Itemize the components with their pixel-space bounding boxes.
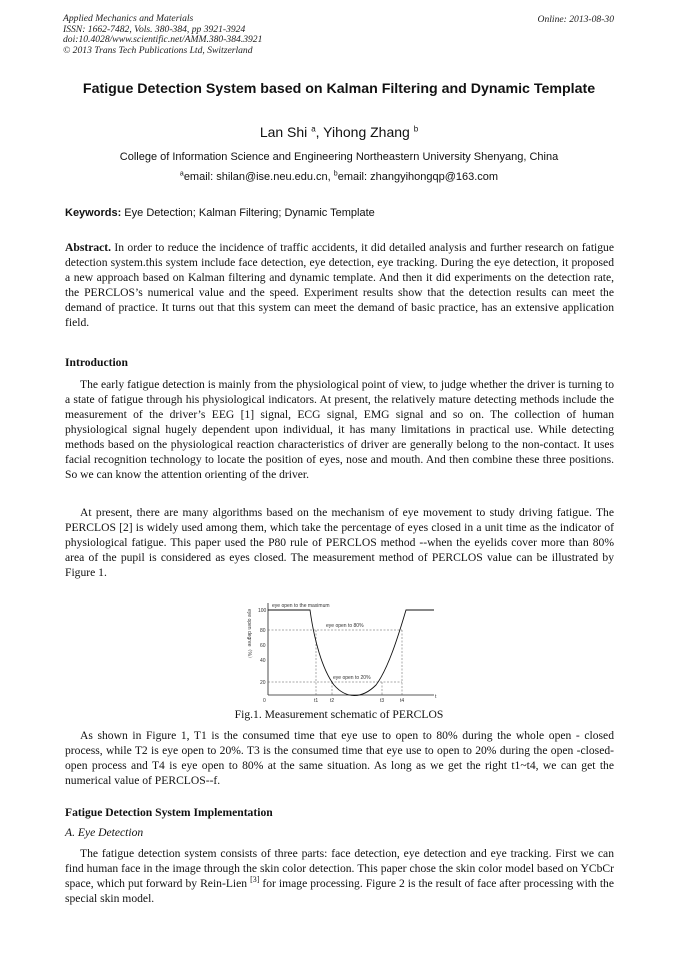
citation-ref: [3] [250, 875, 260, 885]
keywords-text: Eye Detection; Kalman Filtering; Dynamic Template [121, 207, 375, 219]
y-tick-40: 40 [260, 658, 266, 664]
implementation-paragraph-1 [65, 846, 614, 906]
online-date: Online: 2013-08-30 [537, 14, 614, 25]
y-tick-20: 20 [260, 680, 266, 686]
figure-1-perclos-plot [236, 599, 441, 705]
abstract-text: In order to reduce the incidence of traffic accidents, it did detailed analysis and further research on fatigue detection system.this system include face detection, eye detection, eye tracking. During the eye detection, it proposed a new approach based on Kalman filtering and dynamic template. And then it did experiments on the detection rate, the PERCLOS’s numerical value and the speed. Experiment results show that the detection results can meet the demand of practice. It turns out that this system can meet the demand of basic practice, has an extensive application field. [65, 241, 614, 329]
author-affil-mark: b [413, 124, 419, 134]
impl-text-part2: for image processing. Figure 2 is the result of face after processing with the special skin model. [65, 877, 614, 905]
x-axis-label: t [435, 694, 437, 700]
x-tick-t4: t4 [400, 698, 405, 704]
journal-header [63, 14, 262, 56]
journal-name: Applied Mechanics and Materials [63, 13, 194, 24]
x-tick-t3: t3 [380, 698, 385, 704]
annotation-max: eye open to the maximum [272, 603, 330, 609]
email-mark: a [179, 170, 184, 178]
y-tick-100: 100 [258, 608, 267, 614]
author-affil-mark: a [311, 124, 316, 134]
keywords [65, 207, 375, 219]
email-line [0, 171, 678, 183]
subsection-heading-eye-detection: A. Eye Detection [65, 826, 144, 839]
doi-line: doi:10.4028/www.scientific.net/AMM.380-384.3921 [63, 34, 263, 46]
section-heading-implementation: Fatigue Detection System Implementation [65, 806, 273, 819]
annotation-80: eye open to 80% [326, 623, 364, 629]
email-b: email: zhangyihongqp@163.com [337, 171, 499, 183]
author-line [0, 124, 678, 140]
y-axis-label: eye open degree（%） [246, 609, 252, 661]
email-a: email: shilan@ise.neu.edu.cn, [183, 171, 334, 183]
intro-paragraph-2: At present, there are many algorithms based on the mechanism of eye movement to study driving fatigue. The PERCLOS [2] is widely used among them, which take the percentage of eyes closed in a unit time as the indicator of physiological fatigue. This paper used the P80 rule of PERCLOS method --when the eyelids cover more than 80% area of the pupil is considered as eyes closed. The measurement method of PERCLOS value can be illustrated by Figure 1. [65, 506, 614, 579]
affiliation: College of Information Science and Engineering Northeastern University Shenyang, China [119, 151, 559, 163]
y-tick-80: 80 [260, 628, 266, 634]
author-separator: , [315, 124, 324, 140]
issn-line: ISSN: 1662-7482, Vols. 380-384, pp 3921-3924 [63, 23, 246, 35]
email-mark: b [333, 170, 338, 178]
x-tick-t2: t2 [330, 698, 335, 704]
intro-paragraph-1: The early fatigue detection is mainly from the physiological point of view, to judge whether the driver is turning to a state of fatigue through his physiological indicators. At present, the relatively mature detecting methods include the measurement of the driver’s EEG [1] signal, ECG signal, EMG signal and so on. The collection of human physiological signal hugely dependent upon individual, it has many limitations in practical use. While detecting methods based on the physiological reaction characteristics of driver are generally belong to the non-contact. It uses facial recognition technology to locate the position of eyes, nose and mouth. And then combine these three positions. So we can know the attention orienting of the driver. [65, 378, 614, 481]
author-name: Yihong Zhang [323, 124, 410, 140]
y-tick-60: 60 [260, 643, 266, 649]
figure-1-caption: Fig.1. Measurement schematic of PERCLOS [234, 708, 444, 721]
annotation-20: eye open to 20% [333, 675, 371, 681]
intro-paragraph-3: As shown in Figure 1, T1 is the consumed time that eye use to open to 80% during the whole open - closed process, while T2 is eye open to 20%. T3 is the consumed time that eye use to open to 20% during the open -closed-open process and T4 is eye open to 80% at the same situation. As long as we get the right t1~t4, we can get the numerical value of PERCLOS--f. [65, 729, 614, 787]
impl-text-part1: The fatigue detection system consists of three parts: face detection, eye detection and eye tracking. First we can find human face in the image through the skin color detection. This paper chose the skin color model based on YCbCr space, which put forward by Rein-Lien [65, 847, 614, 890]
x-tick-t1: t1 [314, 698, 319, 704]
keywords-label: Keywords: [65, 207, 122, 219]
author-name: Lan Shi [259, 124, 308, 140]
copyright-line: © 2013 Trans Tech Publications Ltd, Switzerland [63, 44, 253, 56]
paper-title: Fatigue Detection System based on Kalman Filtering and Dynamic Template [82, 81, 596, 97]
abstract-label: Abstract. [65, 241, 112, 254]
origin-label: 0 [263, 698, 266, 704]
abstract [65, 240, 614, 330]
section-heading-introduction: Introduction [65, 356, 128, 369]
